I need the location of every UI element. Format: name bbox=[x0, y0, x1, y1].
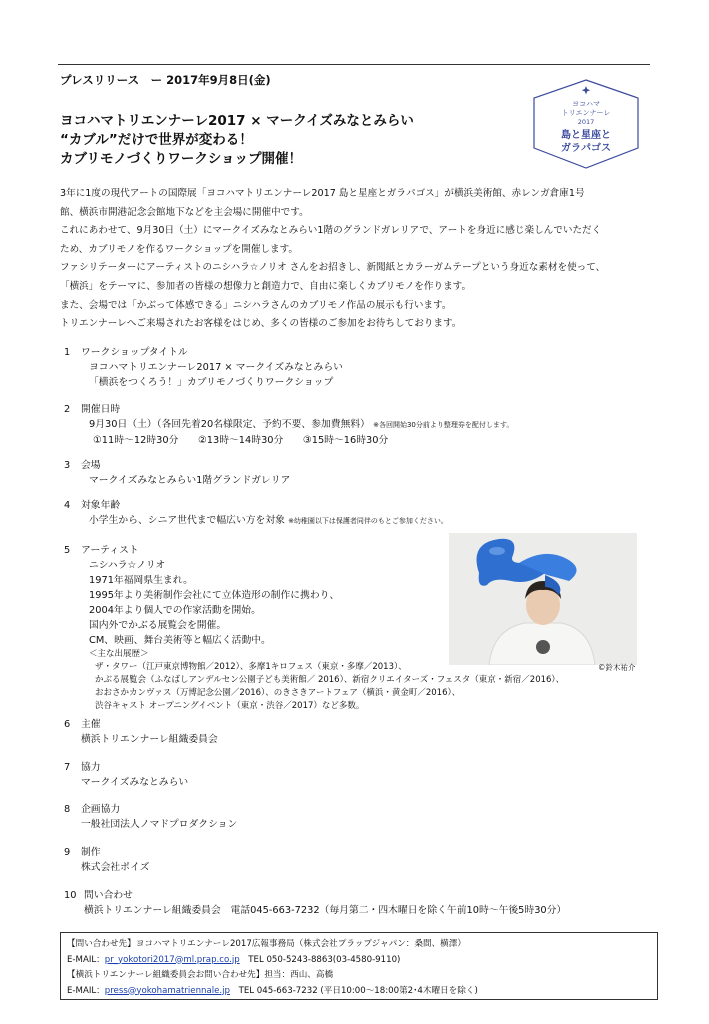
contact-committee: 【横浜トリエンナーレ組織委員会お問い合わせ先】担当：西山、高橋 bbox=[67, 970, 334, 980]
intro-line: 館、横浜市開港記念会館地下などを主会場に開催中です。 bbox=[60, 206, 309, 218]
contact-pr-email-row bbox=[67, 953, 651, 969]
section-line: マークイズみなとみらい1階グランドガレリア bbox=[89, 475, 291, 486]
section-line: 株式会社ポイズ bbox=[81, 862, 150, 873]
section-number: 3 bbox=[64, 460, 71, 471]
section-heading: ワークショップタイトル bbox=[81, 347, 188, 358]
intro-line: トリエンナーレへご来場されたお客様をはじめ、多くの皆様のご参加をお待ちしております。 bbox=[60, 318, 462, 330]
section-cooperation bbox=[64, 760, 188, 790]
section-line: 1995年より美術制作会社にて立体造形の制作に携わり、 bbox=[89, 590, 340, 601]
pr-tel: TEL 050-5243-8863(03-4580-9110) bbox=[239, 954, 401, 965]
section-line: 小学生から、シニア世代まで幅広い方を対象 bbox=[89, 515, 285, 526]
contact-committee-email-row bbox=[67, 984, 651, 1000]
section-heading: 協力 bbox=[81, 762, 101, 773]
section-number: 10 bbox=[64, 890, 77, 901]
section-number: 1 bbox=[64, 347, 71, 358]
section-line: 一般社団法人ノマドプロダクション bbox=[81, 819, 238, 830]
section-line: ヨコハマトリエンナーレ2017 × マークイズみなとみらい bbox=[89, 362, 343, 373]
intro-paragraph bbox=[60, 185, 660, 334]
section-line: ザ・タワー（江戸東京博物館／2012）、多摩1キロフェス（東京・多摩／2013）、 bbox=[95, 662, 407, 672]
section-line: 横浜トリエンナーレ組織委員会 電話045-663-7232（毎月第二・四木曜日を除く午前10時～午後5時30分） bbox=[84, 905, 567, 916]
section-production bbox=[64, 845, 149, 875]
header-rule bbox=[58, 64, 650, 65]
logo-text-4: 島と星座と bbox=[561, 130, 611, 141]
logo-text-2: トリエンナーレ bbox=[561, 109, 611, 117]
logo-text-1: ヨコハマ bbox=[572, 100, 600, 108]
intro-line: 「横浜」をテーマに、参加者の皆様の想像力と創造力で、自由に楽しくカブリモノを作ります。 bbox=[60, 280, 472, 292]
title-line-2: “カブル”だけで世界が変わる！ bbox=[60, 132, 253, 148]
pr-email-link[interactable]: pr_yokotori2017@ml.prap.co.jp bbox=[104, 954, 240, 965]
section-number: 6 bbox=[64, 719, 71, 730]
section-line: 「横浜をつくろう！」カブリモノづくりワークショップ bbox=[89, 377, 334, 388]
section-heading: アーティスト bbox=[81, 545, 139, 556]
artist-photo bbox=[449, 533, 637, 665]
section-number: 5 bbox=[64, 545, 71, 556]
section-heading: 主催 bbox=[81, 719, 101, 730]
section-note: ※各回開始30分前より整理券を配付します。 bbox=[373, 421, 514, 429]
intro-line: ファシリテーターにアーティストのニシハラ☆ノリオ さんをお招きし、新聞紙とカラーガムテープという身近な素材を使って、 bbox=[60, 262, 606, 274]
intro-line: また、会場では「かぶって体感できる」ニシハラさんのカブリモノ作品の展示も行います。 bbox=[60, 299, 452, 311]
section-workshop-title bbox=[64, 345, 343, 390]
press-title bbox=[60, 112, 414, 169]
section-heading: 開催日時 bbox=[81, 404, 121, 415]
contact-pr-office: 【問い合わせ先】ヨコハマトリエンナーレ2017広報事務局（株式会社プラップジャパン：桑間、横澤） bbox=[67, 939, 466, 949]
section-target-age bbox=[64, 498, 448, 529]
email-label: E-MAIL： bbox=[67, 954, 105, 965]
section-contact bbox=[64, 888, 566, 918]
section-heading: 対象年齢 bbox=[81, 500, 121, 511]
section-heading: 制作 bbox=[81, 847, 101, 858]
section-heading: 問い合わせ bbox=[84, 890, 133, 901]
logo-text-3: 2017 bbox=[577, 118, 595, 126]
section-line: ＜主な出展歴＞ bbox=[89, 649, 149, 659]
section-line: 横浜トリエンナーレ組織委員会 bbox=[81, 734, 218, 745]
section-line: 9月30日（土）（各回先着20名様限定、予約不要、参加費無料） bbox=[89, 419, 370, 430]
logo-text-5: ガラパゴス bbox=[561, 143, 611, 154]
committee-email-link[interactable]: press@yokohamatriennale.jp bbox=[104, 985, 230, 996]
section-line: 渋谷キャスト オープニングイベント（東京・渋谷／2017）など多数。 bbox=[95, 701, 365, 711]
intro-line: 3年に1度の現代アートの国際展「ヨコハマトリエンナーレ2017 島と星座とガラパゴス」が横浜美術館、赤レンガ倉庫1号 bbox=[60, 188, 585, 199]
section-line: ①11時～12時30分 ②13時～14時30分 ③15時～16時30分 bbox=[93, 435, 389, 446]
section-heading: 会場 bbox=[81, 460, 101, 471]
section-line: マークイズみなとみらい bbox=[81, 777, 189, 788]
section-number: 7 bbox=[64, 762, 71, 773]
section-heading: 企画協力 bbox=[81, 804, 121, 815]
title-line-3: カブリモノづくりワークショップ開催！ bbox=[60, 151, 303, 167]
section-venue bbox=[64, 458, 290, 488]
section-line: CM、映画、舞台美術等と幅広く活動中。 bbox=[89, 635, 271, 646]
section-note: ※幼稚園以下は保護者同伴のもとご参加ください。 bbox=[288, 517, 448, 525]
contact-box bbox=[60, 932, 658, 1000]
section-number: 4 bbox=[64, 500, 71, 511]
email-label: E-MAIL： bbox=[67, 985, 105, 996]
section-line: 2004年より個人での作家活動を開始。 bbox=[89, 605, 261, 616]
intro-line: ため、カブリモノを作るワークショップを開催します。 bbox=[60, 243, 299, 255]
section-number: 2 bbox=[64, 404, 71, 415]
section-datetime bbox=[64, 402, 513, 448]
section-line: 国内外でかぶる展覧会を開催。 bbox=[89, 620, 227, 631]
committee-tel: TEL 045-663-7232 (平日10:00～18:00第2･4木曜日を除く) bbox=[230, 985, 478, 996]
press-release-date: プレスリリース ー 2017年9月8日(金) bbox=[60, 73, 271, 87]
photo-credit: ©鈴木祐介 bbox=[598, 663, 636, 672]
section-line: ニシハラ☆ノリオ bbox=[89, 560, 166, 571]
triennale-logo bbox=[528, 78, 644, 170]
intro-line: これにあわせて、9月30日（土）にマークイズみなとみらい1階のグランドガレリアで、アートを身近に感じ楽しんでいただく bbox=[60, 225, 602, 237]
section-number: 8 bbox=[64, 804, 71, 815]
title-line-1: ヨコハマトリエンナーレ2017 × マークイズみなとみらい bbox=[60, 113, 414, 129]
section-organizer bbox=[64, 717, 218, 747]
section-line: おおさかカンヴァス（万博記念公園／2016）、のきさきアートフェア（横浜・黄金町／2016）、 bbox=[95, 688, 461, 698]
section-line: かぶる展覧会（ふなばしアンデルセン公園子ども美術館／ 2016）、新宿クリエイターズ・フェスタ（東京・新宿／2016）、 bbox=[95, 675, 565, 685]
section-line: 1971年福岡県生まれ。 bbox=[89, 575, 193, 586]
section-planning bbox=[64, 802, 237, 832]
section-number: 9 bbox=[64, 847, 71, 858]
